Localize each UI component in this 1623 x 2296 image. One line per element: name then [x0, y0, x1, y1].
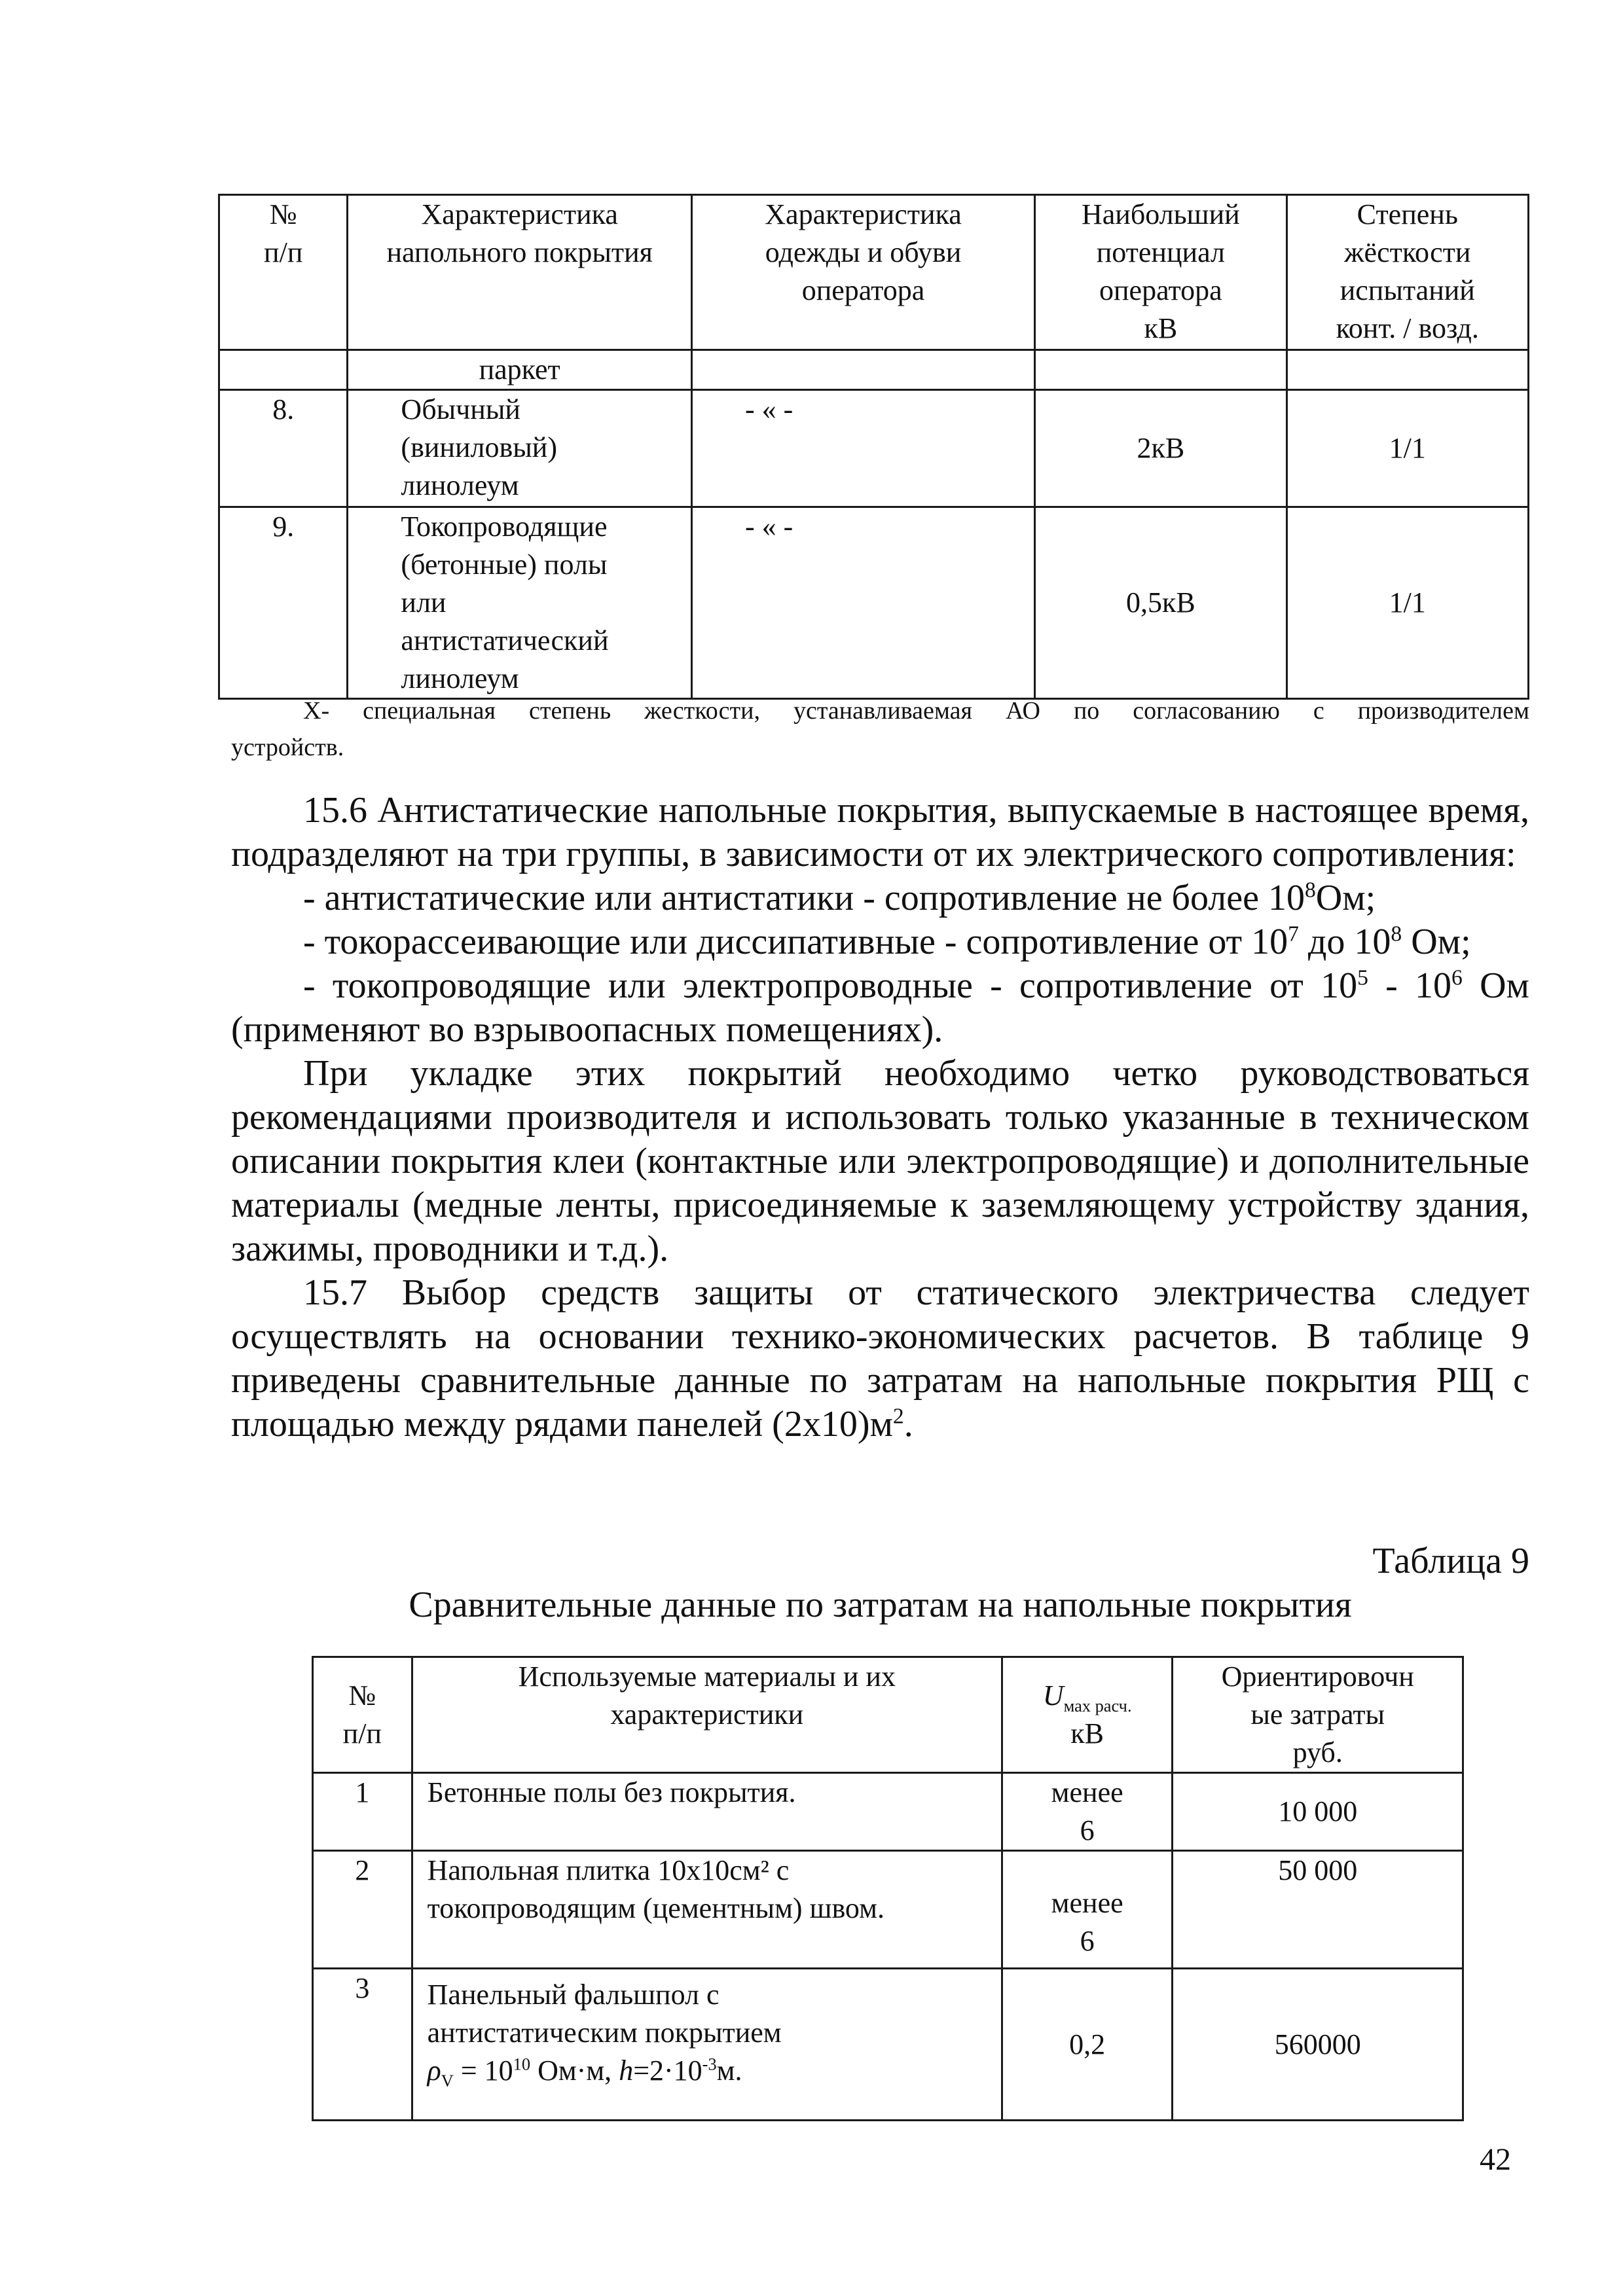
row-number: 9.	[272, 511, 295, 543]
cost-value: 10 000	[1278, 1795, 1358, 1827]
table-row	[313, 1851, 1463, 1969]
cell-clothing	[691, 390, 1034, 507]
table-row	[313, 1773, 1463, 1851]
superscript: -3	[702, 2054, 717, 2074]
list-item-conductive	[231, 964, 1529, 1052]
cell-floor-line: Обычный	[401, 393, 520, 425]
voltage-value-line: менее	[1051, 1776, 1123, 1808]
text-run: Ом;	[1315, 878, 1376, 918]
text-run: - токорассеивающие или диссипативные - сопротивление от 10	[303, 922, 1288, 962]
cell-materials-line: Напольная плитка 10х10см² с	[427, 1854, 790, 1886]
text-run: ρ	[427, 2054, 441, 2087]
ditto-mark: - « -	[744, 393, 793, 425]
text-run: Ом·м,	[530, 2054, 619, 2087]
cell-floor-line: (бетонные) полы	[401, 548, 608, 581]
cell-voltage	[1002, 1773, 1173, 1851]
header-num-line: №	[269, 198, 297, 230]
subscript: мах расч.	[1063, 1695, 1132, 1715]
header-clothing	[691, 195, 1034, 350]
severity-value: 1/1	[1389, 586, 1426, 619]
footnote	[231, 692, 1529, 766]
cell-materials-line: Бетонные полы без покрытия.	[427, 1776, 796, 1808]
text-run: - антистатические или антистатики - сопротивление не более 10	[303, 878, 1305, 918]
table-row	[219, 390, 1529, 507]
text-run: Ом;	[1402, 922, 1471, 962]
header-floor-line: напольного покрытия	[386, 236, 653, 268]
footnote-line: Х- специальная степень жесткости, устанавливаемая АО по согласованию с производителем	[303, 697, 1529, 725]
header-cost-line: Ориентировочн	[1221, 1660, 1414, 1693]
superscript: 10	[513, 2054, 531, 2074]
cell-potential	[1035, 390, 1286, 507]
cell-num	[219, 507, 348, 699]
row-number: 1	[355, 1776, 370, 1808]
header-materials	[412, 1657, 1002, 1773]
text-run: - токопроводящие или электропроводные - сопротивление от 10	[303, 965, 1358, 1006]
paragraph-install: При укладке этих покрытий необходимо четко руководствоваться рекомендациями производителя и использовать только указанные в техническом описании покрытия клеи (контактные или электропроводящие) и дополнительные материалы (медные ленты, присоединяемые к заземляющему устройству здания, зажимы, проводники и т.д.).	[231, 1053, 1529, 1269]
header-severity	[1286, 195, 1528, 350]
potential-value: 0,5кВ	[1125, 586, 1195, 619]
cell-floor-line: или	[401, 586, 447, 619]
header-severity-line: конт. / возд.	[1336, 312, 1479, 344]
header-floor	[348, 195, 692, 350]
cell-num	[313, 1773, 412, 1851]
severity-value: 1/1	[1389, 432, 1426, 464]
cell-num	[313, 1851, 412, 1969]
cell-materials-formula	[428, 2052, 1001, 2090]
header-clothing-line: Характеристика	[765, 198, 962, 230]
text-run: - 10	[1368, 965, 1452, 1006]
text-run: м.	[716, 2054, 742, 2087]
voltage-value-line: 6	[1080, 1814, 1095, 1846]
cell-materials	[412, 1773, 1002, 1851]
ditto-mark: - « -	[744, 511, 793, 543]
cell-floor-line: (виниловый)	[401, 431, 557, 463]
table-header-row	[219, 195, 1529, 350]
table-costs	[312, 1656, 1464, 2121]
cell-floor-line: линолеум	[401, 662, 519, 694]
paragraph-15-6: 15.6 Антистатические напольные покрытия, выпускаемые в настоящее время, подразделяют на три группы, в зависимости от их электрического сопротивления:	[231, 790, 1529, 874]
text-run: до 10	[1298, 922, 1391, 962]
superscript: 6	[1451, 965, 1463, 990]
cell-floor	[348, 350, 692, 390]
header-potential-line: кВ	[1144, 312, 1178, 344]
text-run: h	[619, 2054, 634, 2087]
header-materials-line: характеристики	[610, 1698, 804, 1731]
header-clothing-line: оператора	[801, 274, 925, 306]
row-number: 3	[355, 1972, 370, 2004]
text-run: 15.7 Выбор средств защиты от статического электричества следует осуществлять на основании технико-экономических расчетов. В таблице 9 приведены сравнительные данные по затратам на напольные покрытия РЩ с площадью между рядами панелей (2х10)м	[231, 1272, 1529, 1444]
text-run: Ом (применяют во взрывоопасных помещениях).	[231, 965, 1529, 1050]
list-item-antistatic	[231, 876, 1529, 920]
header-materials-line: Используемые материалы и их	[518, 1660, 896, 1693]
header-voltage-symbol	[1003, 1677, 1172, 1715]
subscript: V	[441, 2070, 454, 2090]
superscript: 8	[1391, 922, 1402, 946]
header-potential	[1035, 195, 1286, 350]
header-cost	[1173, 1657, 1463, 1773]
voltage-value-line: 6	[1080, 1925, 1095, 1957]
header-cost-line: руб.	[1292, 1736, 1343, 1768]
superscript: 5	[1357, 965, 1368, 990]
text-run: U	[1042, 1679, 1064, 1712]
header-severity-line: испытаний	[1340, 274, 1475, 306]
cell-severity	[1286, 390, 1528, 507]
cell-floor-line: антистатический	[401, 624, 609, 656]
cell-materials-line: антистатическим покрытием	[427, 2017, 782, 2049]
cell-floor-line: Токопроводящие	[401, 511, 608, 543]
superscript: 8	[1304, 878, 1316, 903]
cell-materials-line: токопроводящим (цементным) швом.	[427, 1892, 884, 1924]
header-num-line: п/п	[342, 1717, 382, 1749]
cell-clothing	[691, 350, 1034, 390]
row-number: 8.	[272, 393, 295, 425]
cell-floor	[348, 390, 692, 507]
cell-floor-line: линолеум	[401, 469, 519, 501]
header-num	[219, 195, 348, 350]
cost-value: 50 000	[1278, 1854, 1358, 1886]
cell-cost	[1173, 1851, 1463, 1969]
cell-cost	[1173, 1969, 1463, 2121]
cell-clothing	[691, 507, 1034, 699]
header-potential-line: оператора	[1099, 274, 1222, 306]
text-run: = 10	[453, 2054, 513, 2087]
table-header-row	[313, 1657, 1463, 1773]
header-potential-line: потенциал	[1096, 236, 1225, 268]
table-row	[219, 350, 1529, 390]
table-caption: Таблица 9	[1372, 1541, 1529, 1581]
table-severity	[218, 194, 1529, 700]
header-clothing-line: одежды и обуви	[765, 236, 962, 268]
cell-severity	[1286, 507, 1528, 699]
cell-num	[313, 1969, 412, 2121]
paragraph-15-7	[231, 1271, 1529, 1446]
cell-potential	[1035, 507, 1286, 699]
header-num	[313, 1657, 412, 1773]
cell-floor	[348, 507, 692, 699]
header-potential-line: Наибольший	[1082, 198, 1240, 230]
cell-potential	[1035, 350, 1286, 390]
cell-num	[219, 350, 348, 390]
footnote-line: устройств.	[231, 734, 344, 761]
cell-num	[219, 390, 348, 507]
cell-materials-line: Панельный фальшпол с	[427, 1979, 720, 2011]
text-run: =2·10	[633, 2054, 702, 2087]
cell-materials	[412, 1969, 1002, 2121]
voltage-value-line: менее	[1051, 1887, 1123, 1919]
potential-value: 2кВ	[1137, 432, 1185, 464]
table-title: Сравнительные данные по затратам на напольные покрытия	[409, 1585, 1352, 1625]
body-text	[231, 789, 1529, 1446]
header-severity-line: жёсткости	[1344, 236, 1471, 268]
list-item-dissipative	[231, 920, 1529, 964]
table-row	[313, 1969, 1463, 2121]
header-voltage	[1002, 1657, 1173, 1773]
cost-value: 560000	[1274, 2028, 1361, 2060]
cell-voltage	[1002, 1851, 1173, 1969]
superscript: 7	[1288, 922, 1299, 946]
header-floor-line: Характеристика	[421, 198, 618, 230]
cell-voltage	[1002, 1969, 1173, 2121]
table-row	[219, 507, 1529, 699]
row-number: 2	[355, 1854, 370, 1886]
header-num-line: №	[348, 1679, 376, 1712]
superscript: 2	[892, 1404, 904, 1429]
header-severity-line: Степень	[1357, 198, 1458, 230]
voltage-value: 0,2	[1069, 2028, 1106, 2060]
cell-materials	[412, 1851, 1002, 1969]
text-run: .	[903, 1404, 913, 1444]
page-number: 42	[1480, 2142, 1511, 2177]
cell-cost	[1173, 1773, 1463, 1851]
header-cost-line: ые затраты	[1250, 1698, 1385, 1731]
header-voltage-unit: кВ	[1070, 1717, 1104, 1749]
cell-floor-line: паркет	[479, 353, 560, 386]
cell-severity	[1286, 350, 1528, 390]
header-num-line: п/п	[264, 236, 303, 268]
